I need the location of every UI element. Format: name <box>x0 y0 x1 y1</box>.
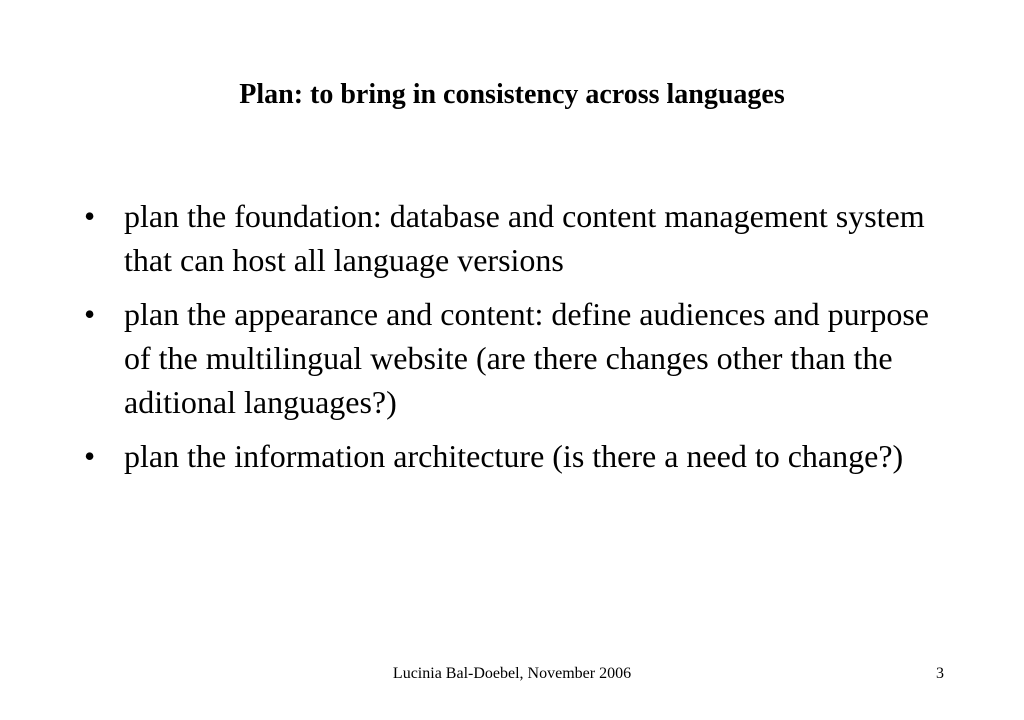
bullet-icon: • <box>84 296 96 332</box>
page-number: 3 <box>936 665 944 682</box>
bullet-item-appearance <box>84 292 934 424</box>
bullet-text: plan the appearance and content: define audiences and purpose of the multilingual website (are there changes other than the aditional languages?) <box>124 296 929 420</box>
bullet-icon: • <box>84 438 96 474</box>
bullet-item-foundation <box>84 194 934 282</box>
slide-title: Plan: to bring in consistency across languages <box>239 79 785 110</box>
bullet-item-architecture <box>84 434 934 478</box>
bullet-list <box>84 194 934 488</box>
slide-footer: Lucinia Bal-Doebel, November 2006 <box>392 665 632 682</box>
bullet-icon: • <box>84 198 96 234</box>
bullet-text: plan the foundation: database and content management system that can host all language versions <box>124 198 925 278</box>
bullet-text: plan the information architecture (is there a need to change?) <box>124 438 904 474</box>
